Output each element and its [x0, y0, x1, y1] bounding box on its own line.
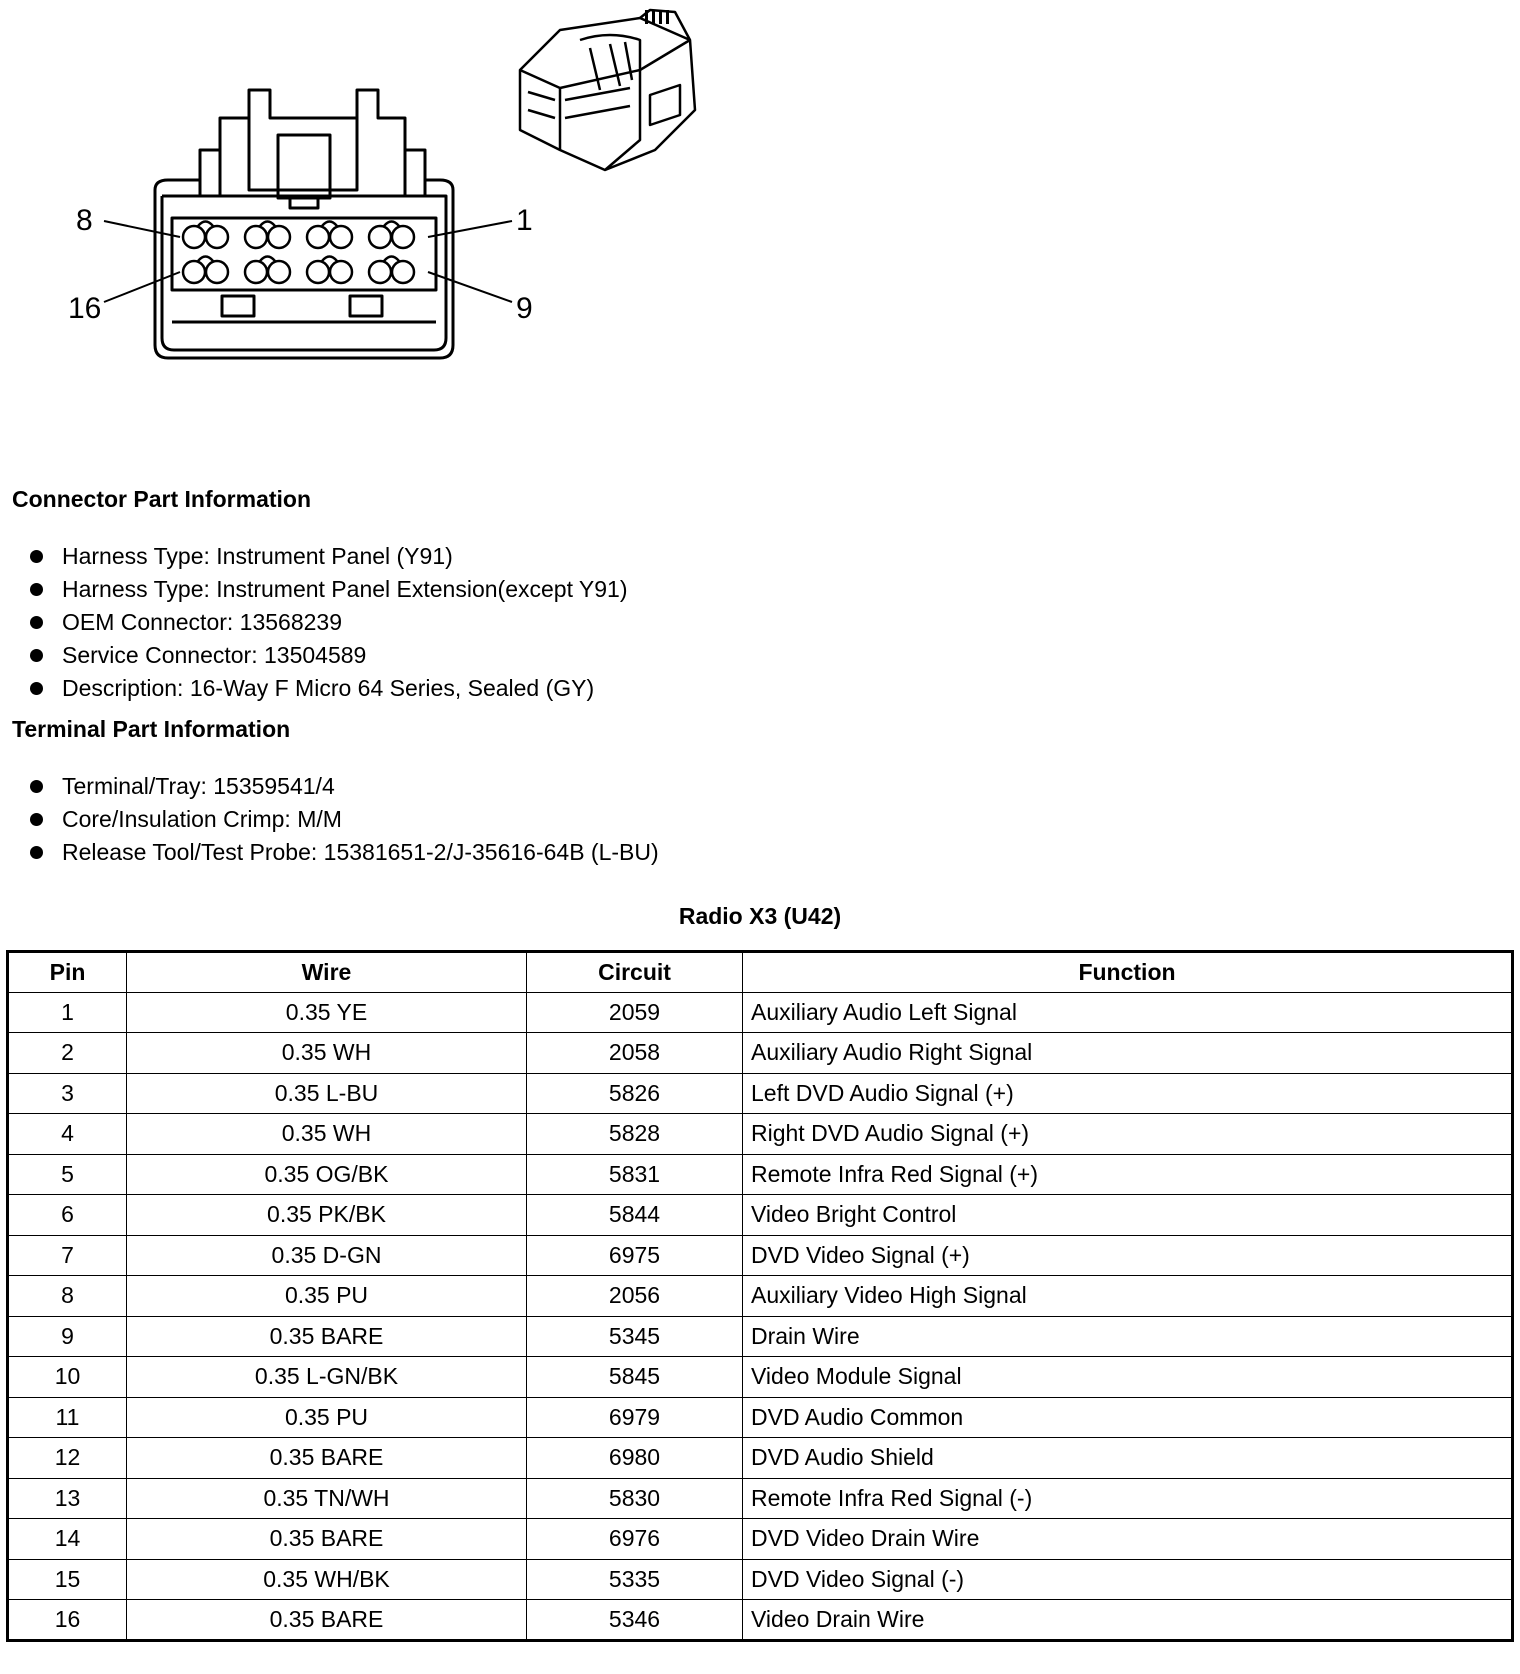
cell-function: Remote Infra Red Signal (-)	[743, 1478, 1513, 1519]
table-title: Radio X3 (U42)	[678, 903, 842, 929]
pin-cavity	[330, 261, 352, 283]
connector-info-list	[30, 540, 628, 705]
cell-wire: 0.35 L-GN/BK	[127, 1357, 527, 1398]
terminal-info-list	[30, 770, 659, 869]
cell-pin: 2	[8, 1033, 127, 1074]
cell-wire: 0.35 WH/BK	[127, 1559, 527, 1600]
cell-wire: 0.35 L-BU	[127, 1073, 527, 1114]
cell-function: DVD Video Signal (-)	[743, 1559, 1513, 1600]
cell-circuit: 2059	[527, 992, 743, 1033]
list-item: Core/Insulation Crimp: M/M	[30, 803, 659, 836]
cell-pin: 7	[8, 1235, 127, 1276]
column-header-pin: Pin	[8, 952, 127, 993]
table-row	[8, 1195, 1513, 1236]
cell-function: Auxiliary Audio Right Signal	[743, 1033, 1513, 1074]
cell-function: Left DVD Audio Signal (+)	[743, 1073, 1513, 1114]
cell-circuit: 6975	[527, 1235, 743, 1276]
cell-function: Drain Wire	[743, 1316, 1513, 1357]
list-item: Description: 16-Way F Micro 64 Series, Sealed (GY)	[30, 672, 628, 705]
connector-diagram	[0, 0, 760, 390]
pin-pair-bridge	[384, 222, 399, 227]
list-item: Harness Type: Instrument Panel Extension(except Y91)	[30, 573, 628, 606]
cell-wire: 0.35 BARE	[127, 1438, 527, 1479]
table-row	[8, 1235, 1513, 1276]
cell-circuit: 5335	[527, 1559, 743, 1600]
cell-function: DVD Audio Shield	[743, 1438, 1513, 1479]
cell-circuit: 5845	[527, 1357, 743, 1398]
pin-cavity	[183, 226, 205, 248]
pin-cavity	[206, 261, 228, 283]
table-row	[8, 1276, 1513, 1317]
callout-pin-9: 9	[516, 292, 533, 325]
cell-circuit: 5345	[527, 1316, 743, 1357]
table-row	[8, 1519, 1513, 1560]
cell-wire: 0.35 BARE	[127, 1519, 527, 1560]
bullet-icon	[30, 846, 43, 859]
pin-cavity	[245, 261, 267, 283]
pin-cavity	[307, 226, 329, 248]
table-row	[8, 1559, 1513, 1600]
pin-cavity	[392, 226, 414, 248]
table-row	[8, 1478, 1513, 1519]
cell-wire: 0.35 BARE	[127, 1600, 527, 1641]
cell-function: Video Module Signal	[743, 1357, 1513, 1398]
bullet-icon	[30, 583, 43, 596]
cell-function: Auxiliary Video High Signal	[743, 1276, 1513, 1317]
table-row	[8, 1600, 1513, 1641]
callout-pin-8: 8	[76, 204, 93, 237]
cell-pin: 3	[8, 1073, 127, 1114]
column-header-wire: Wire	[127, 952, 527, 993]
cell-wire: 0.35 WH	[127, 1114, 527, 1155]
pin-cavity	[268, 261, 290, 283]
connector-info-title: Connector Part Information	[12, 486, 312, 512]
cell-function: Video Drain Wire	[743, 1600, 1513, 1641]
cell-pin: 15	[8, 1559, 127, 1600]
bullet-icon	[30, 813, 43, 826]
callout-pin-1: 1	[516, 204, 533, 237]
pin-cavity	[206, 226, 228, 248]
bullet-icon	[30, 682, 43, 695]
pin-pair-bridge	[322, 222, 337, 227]
cell-function: Video Bright Control	[743, 1195, 1513, 1236]
cell-circuit: 5831	[527, 1154, 743, 1195]
table-row	[8, 992, 1513, 1033]
table-row	[8, 1154, 1513, 1195]
terminal-info-title: Terminal Part Information	[12, 716, 291, 742]
table-row	[8, 1438, 1513, 1479]
cell-function: DVD Video Drain Wire	[743, 1519, 1513, 1560]
cell-wire: 0.35 PK/BK	[127, 1195, 527, 1236]
pin-cavity	[268, 226, 290, 248]
cell-function: Right DVD Audio Signal (+)	[743, 1114, 1513, 1155]
pin-cavity	[183, 261, 205, 283]
bullet-icon	[30, 649, 43, 662]
cell-circuit: 5828	[527, 1114, 743, 1155]
pin-pair-bridge	[198, 222, 213, 227]
cell-pin: 16	[8, 1600, 127, 1641]
cell-pin: 4	[8, 1114, 127, 1155]
column-header-circuit: Circuit	[527, 952, 743, 993]
bullet-icon	[30, 780, 43, 793]
cell-pin: 6	[8, 1195, 127, 1236]
list-item: Harness Type: Instrument Panel (Y91)	[30, 540, 628, 573]
cell-circuit: 5826	[527, 1073, 743, 1114]
cell-wire: 0.35 D-GN	[127, 1235, 527, 1276]
pinout-table	[6, 950, 1514, 1642]
pin-cavity	[369, 226, 391, 248]
callout-pin-16: 16	[68, 292, 102, 325]
cell-pin: 1	[8, 992, 127, 1033]
cell-pin: 8	[8, 1276, 127, 1317]
cell-pin: 14	[8, 1519, 127, 1560]
cell-wire: 0.35 WH	[127, 1033, 527, 1074]
pin-pair-bridge	[384, 257, 399, 262]
pin-pair-bridge	[260, 257, 275, 262]
table-row	[8, 1033, 1513, 1074]
table-row	[8, 1073, 1513, 1114]
pin-cavity	[369, 261, 391, 283]
pin-cavity	[392, 261, 414, 283]
cell-circuit: 5346	[527, 1600, 743, 1641]
list-item: OEM Connector: 13568239	[30, 606, 628, 639]
pin-cavity	[307, 261, 329, 283]
cell-wire: 0.35 PU	[127, 1276, 527, 1317]
cell-circuit: 6976	[527, 1519, 743, 1560]
cell-circuit: 5830	[527, 1478, 743, 1519]
cell-pin: 11	[8, 1397, 127, 1438]
table-row	[8, 1397, 1513, 1438]
pin-pair-bridge	[260, 222, 275, 227]
table-header-row	[8, 952, 1513, 993]
cell-pin: 5	[8, 1154, 127, 1195]
cell-circuit: 2058	[527, 1033, 743, 1074]
pin-cavity	[245, 226, 267, 248]
cell-pin: 9	[8, 1316, 127, 1357]
cell-wire: 0.35 TN/WH	[127, 1478, 527, 1519]
cell-pin: 12	[8, 1438, 127, 1479]
bullet-icon	[30, 616, 43, 629]
pin-pair-bridge	[198, 257, 213, 262]
cell-wire: 0.35 PU	[127, 1397, 527, 1438]
cell-wire: 0.35 OG/BK	[127, 1154, 527, 1195]
cell-circuit: 6980	[527, 1438, 743, 1479]
cell-wire: 0.35 BARE	[127, 1316, 527, 1357]
cell-function: DVD Video Signal (+)	[743, 1235, 1513, 1276]
cell-circuit: 2056	[527, 1276, 743, 1317]
table-row	[8, 1316, 1513, 1357]
table-row	[8, 1357, 1513, 1398]
cell-wire: 0.35 YE	[127, 992, 527, 1033]
list-item: Terminal/Tray: 15359541/4	[30, 770, 659, 803]
bullet-icon	[30, 550, 43, 563]
pin-pair-bridge	[322, 257, 337, 262]
cell-function: Remote Infra Red Signal (+)	[743, 1154, 1513, 1195]
connector-3d-view	[520, 10, 695, 170]
table-body	[8, 992, 1513, 1640]
cell-pin: 10	[8, 1357, 127, 1398]
table-row	[8, 1114, 1513, 1155]
pin-cavity	[330, 226, 352, 248]
cell-circuit: 6979	[527, 1397, 743, 1438]
list-item: Release Tool/Test Probe: 15381651-2/J-35616-64B (L-BU)	[30, 836, 659, 869]
list-item: Service Connector: 13504589	[30, 639, 628, 672]
cell-pin: 13	[8, 1478, 127, 1519]
column-header-function: Function	[743, 952, 1513, 993]
cell-function: DVD Audio Common	[743, 1397, 1513, 1438]
cell-circuit: 5844	[527, 1195, 743, 1236]
cell-function: Auxiliary Audio Left Signal	[743, 992, 1513, 1033]
